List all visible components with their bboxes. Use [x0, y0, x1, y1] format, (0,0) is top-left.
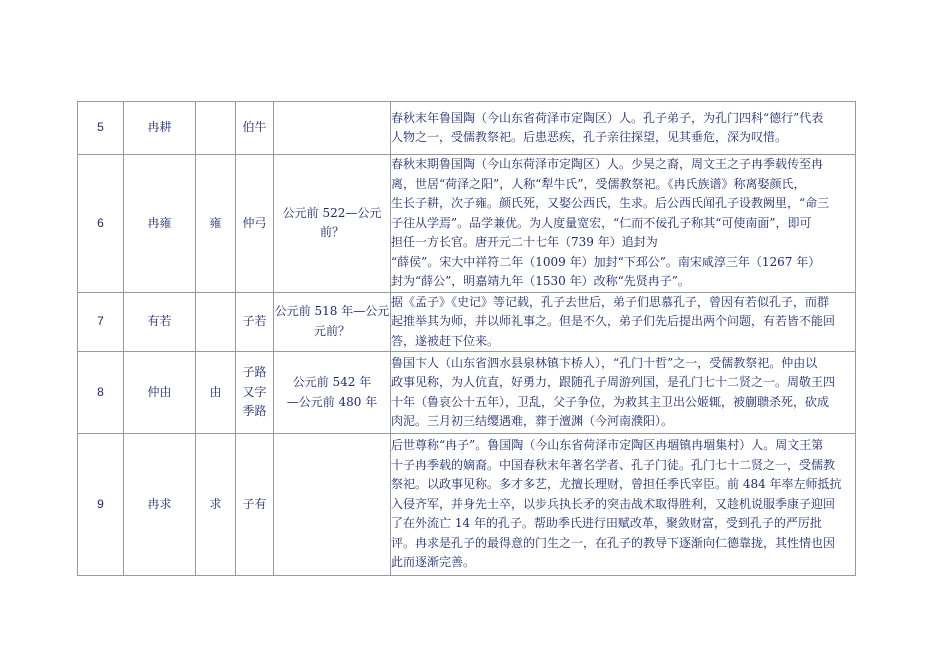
- given-name: 求: [196, 434, 236, 576]
- disciple-name: 仲由: [124, 352, 196, 434]
- courtesy-name: 伯牛: [236, 102, 274, 155]
- courtesy-name: 仲弓: [236, 155, 274, 293]
- biography: 春秋末年鲁国陶（今山东省荷泽市定陶区）人。孔子弟子，为孔门四科“德行”代表 人物之一，受儒教祭祀。后患恶疾，孔子亲往探望，见其垂危，深为叹惜。: [391, 102, 856, 155]
- row-number: 6: [78, 155, 124, 293]
- biography: 据《孟子》《史记》等记载，孔子去世后，弟子们思慕孔子，曾因有若似孔子，而群 起推举其为师，并以师礼事之。但是不久，弟子们先后提出两个问题，有若皆不能回 答，遂被赶下位来。: [391, 292, 856, 352]
- disciple-name: 冉耕: [124, 102, 196, 155]
- row-number: 7: [78, 292, 124, 352]
- given-name: [196, 102, 236, 155]
- life-dates: 公元前 542 年 —公元前 480 年: [274, 352, 391, 434]
- life-dates: [274, 102, 391, 155]
- given-name: 由: [196, 352, 236, 434]
- biography: 后世尊称“冉子”。鲁国陶（今山东省荷泽市定陶区冉堌镇冉堌集村）人。周文王第 十子冉季载的嫡裔。中国春秋末年著名学者、孔子门徒。孔门七十二贤之一，受儒教 祭祀。以政事见称。多才多艺，尤擅长理财，曾担任季氏宰臣。前 484 年率左师抵抗 入侵齐军，并身先士卒，以步兵执长矛的突击战术取得胜利，又趁机说服季康子迎回 了在外流亡 14 年的孔子。帮助季氏进行田赋改革，聚敛财富，受到孔子的严厉批 评。冉求是孔子的最得意的门生之一，在孔子的教导下逐渐向仁德靠拢，其性情也因 此而逐渐完善。: [391, 434, 856, 576]
- disciple-name: 冉求: [124, 434, 196, 576]
- courtesy-name: 子若: [236, 292, 274, 352]
- given-name: [196, 292, 236, 352]
- row-number: 8: [78, 352, 124, 434]
- row-number: 9: [78, 434, 124, 576]
- life-dates: [274, 434, 391, 576]
- courtesy-name: 子路 又字 季路: [236, 352, 274, 434]
- table-row: [78, 102, 856, 155]
- table-row: [78, 292, 856, 352]
- biography: 鲁国卞人（山东省泗水县泉林镇卞桥人），“孔门十哲”之一，受儒教祭祀。仲由以 政事见称，为人伉直，好勇力，跟随孔子周游列国，是孔门七十二贤之一。周敬王四 十年（鲁哀公十五年），卫乱，父子争位，为救其主卫出公姬辄，被蒯聩杀死，砍成 肉泥。三月初三结缨遇难，葬于澶渊（今河南濮阳）。: [391, 352, 856, 434]
- disciple-name: 有若: [124, 292, 196, 352]
- disciples-table: [77, 101, 856, 576]
- given-name: 雍: [196, 155, 236, 293]
- life-dates: 公元前 522—公元 前？: [274, 155, 391, 293]
- table-row: [78, 155, 856, 293]
- row-number: 5: [78, 102, 124, 155]
- courtesy-name: 子有: [236, 434, 274, 576]
- biography: 春秋末期鲁国陶（今山东荷泽市定陶区）人。少昊之裔，周文王之子冉季载传至冉 离，世居“荷泽之阳”，人称“犁牛氏”，受儒教祭祀。《冉氏族谱》称离娶颜氏， 生长子耕，次子雍。颜氏死，又娶公西氏，生求。后公西氏闻孔子设教阙里，“命三 子往从学焉”。品学兼优。为人度量宽宏，“仁而不佞孔子称其“可使南面”，即可 担任一方长官。唐开元二十七年（739 年）追封为 “薛侯”。宋大中祥符二年（1009 年）加封“下邳公”。南宋咸淳三年（1267 年） 封为“薛公”，明嘉靖九年（1530 年）改称“先贤冉子”。: [391, 155, 856, 293]
- table-row: [78, 352, 856, 434]
- table-row: [78, 434, 856, 576]
- life-dates: 公元前 518 年—公元 元前？: [274, 292, 391, 352]
- disciple-name: 冉雍: [124, 155, 196, 293]
